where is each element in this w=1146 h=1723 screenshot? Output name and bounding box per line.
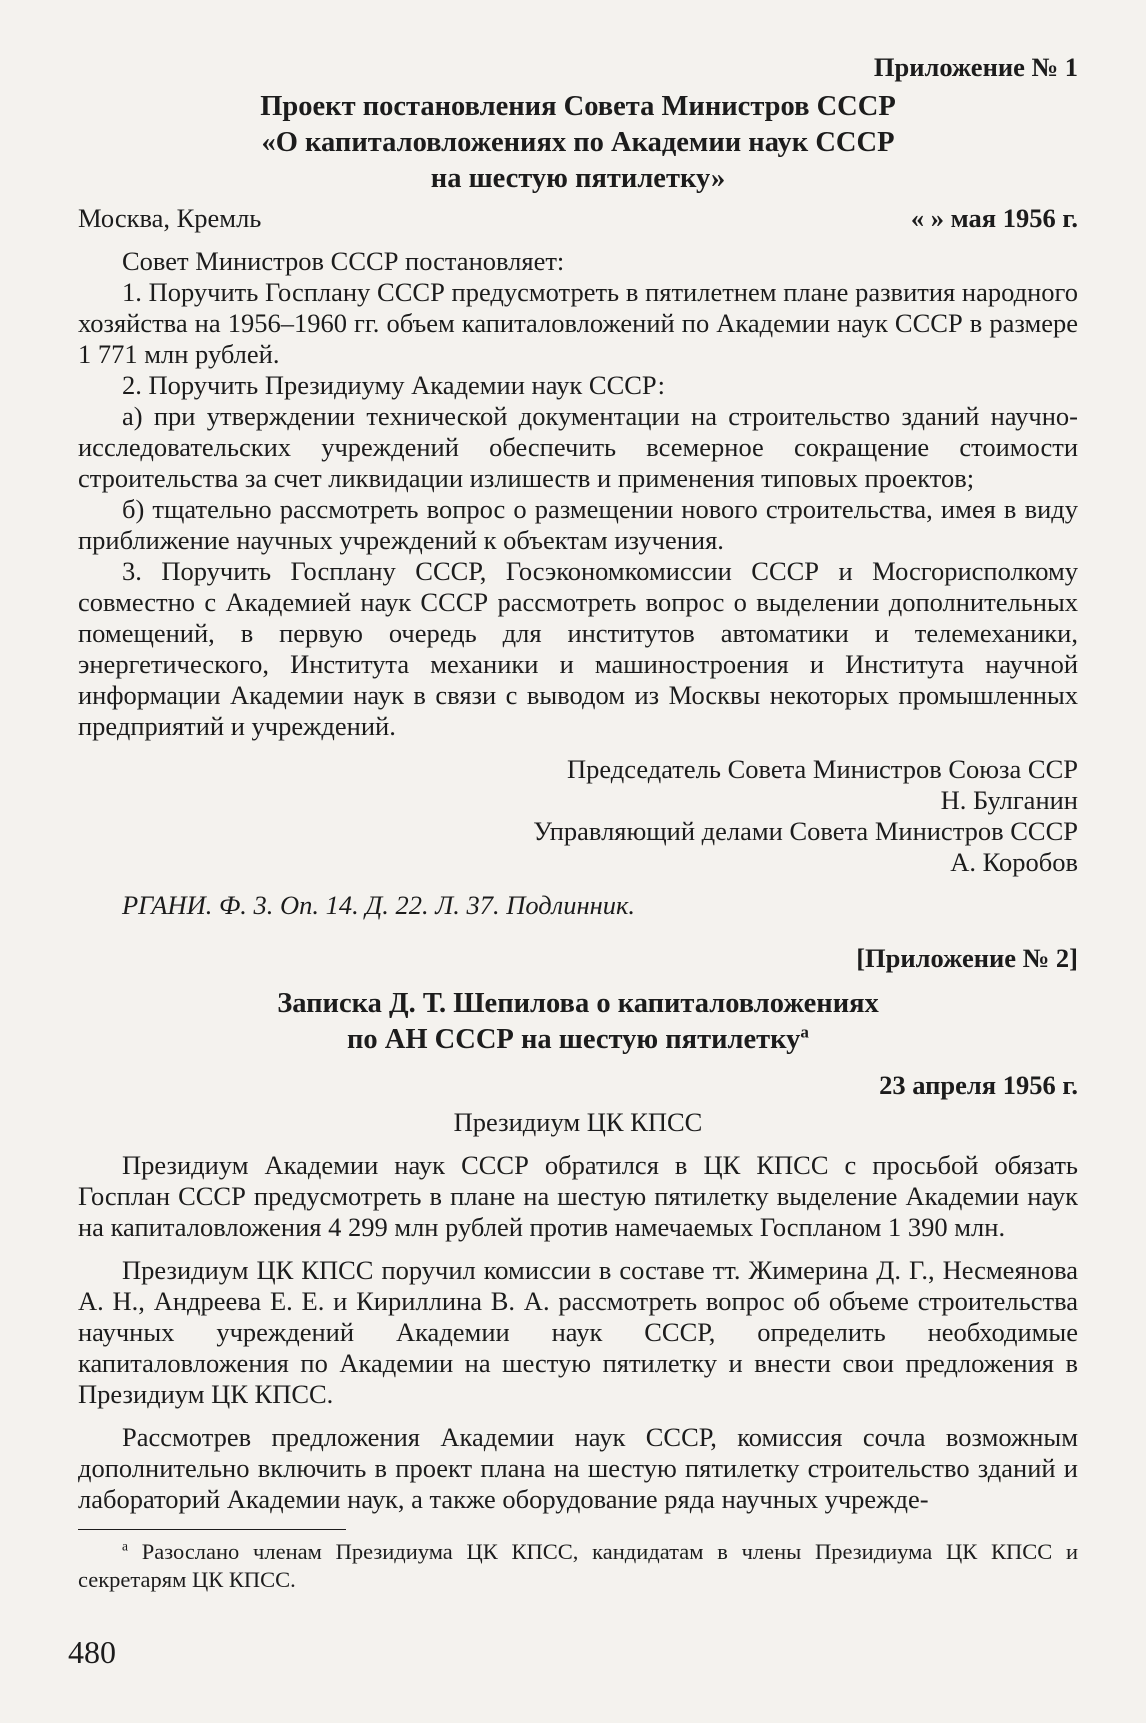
- title-footnote-mark: а: [800, 1022, 809, 1042]
- resolution-item-2: 2. Поручить Президиуму Академии наук СССР:: [122, 370, 666, 400]
- resolution-item-3: 3. Поручить Госплану СССР, Госэкономкомиссии СССР и Мосгорисполкому совместно с Академией наук СССР рассмотреть вопрос о выделении дополнительных помещений, в первую очередь для институтов автоматики и телемеханики, энергетического, Института механики и машиностроения и Института научной информации Академии наук в связи с выводом из Москвы некоторых промышленных предприятий и учреждений.: [78, 556, 1078, 741]
- place-date-row: [78, 203, 1078, 234]
- footnote: [78, 1538, 1078, 1594]
- signature-2-name: А. Коробов: [950, 847, 1078, 877]
- signature-1-name: Н. Булганин: [940, 785, 1078, 815]
- resolution-item-1: 1. Поручить Госплану СССР предусмотреть в пятилетнем плане развития народного хозяйства на 1956–1960 гг. объем капиталовложений по Академии наук СССР в размере 1 771 млн рублей.: [78, 277, 1078, 369]
- appendix-2-title-line-1: Записка Д. Т. Шепилова о капиталовложениях: [277, 988, 879, 1019]
- page-number: 480: [68, 1634, 116, 1670]
- signature-2-role: Управляющий делами Совета Министров СССР: [533, 816, 1078, 846]
- appendix-2-label: [Приложение № 2]: [856, 943, 1078, 973]
- memo-paragraph-1: Президиум Академии наук СССР обратился в ЦК КПСС с просьбой обязать Госплан СССР предусмотреть в плане на шестую пятилетку выделение Академии наук на капиталовложения 4 299 млн рублей против намечаемых Госпланом 1 390 млн.: [78, 1150, 1078, 1242]
- document-date: « » мая 1956 г.: [910, 203, 1078, 233]
- footnote-text: Разослано членам Президиума ЦК КПСС, кандидатам в члены Президиума ЦК КПСС и секретарям ЦК КПСС.: [78, 1539, 1078, 1592]
- appendix-2-title: [78, 986, 1078, 1058]
- appendix-1-title: [78, 89, 1078, 197]
- appendix-1-title-line-3: на шестую пятилетку»: [430, 163, 726, 194]
- appendix-1-label: Приложение № 1: [873, 52, 1078, 82]
- footnote-divider: [78, 1529, 346, 1530]
- appendix-1-title-line-1: Проект постановления Совета Министров СССР: [260, 91, 896, 122]
- resolution-item-2b: б) тщательно рассмотреть вопрос о размещении нового строительства, имея в виду приближение научных учреждений к объектам изучения.: [78, 494, 1078, 555]
- appendix-2-title-line-2-text: по АН СССР на шестую пятилетку: [347, 1024, 801, 1055]
- resolution-item-2a: а) при утверждении технической документации на строительство зданий научно-исследовательских учреждений обеспечить всемерное сокращение стоимости строительства за счет ликвидации излишеств и применения типовых проектов;: [78, 401, 1078, 493]
- page-content: [78, 52, 1078, 1594]
- resolution-preamble: Совет Министров СССР постановляет:: [122, 246, 565, 276]
- memo-paragraph-3: Рассмотрев предложения Академии наук СССР, комиссия сочла возможным дополнительно включить в проект плана на шестую пятилетку строительство зданий и лабораторий Академии наук, а также оборудование ряда научных учрежде-: [78, 1422, 1078, 1514]
- archive-source: РГАНИ. Ф. 3. Оп. 14. Д. 22. Л. 37. Подлинник.: [122, 890, 636, 920]
- appendix-1-title-line-2: «О капиталовложениях по Академии наук СССР: [261, 127, 895, 158]
- appendix-2-title-line-2: [78, 1022, 1078, 1058]
- signature-1-role: Председатель Совета Министров Союза ССР: [566, 754, 1078, 784]
- document-place: Москва, Кремль: [78, 203, 262, 233]
- memo-paragraph-2: Президиум ЦК КПСС поручил комиссии в составе тт. Жимерина Д. Г., Несмеянова А. Н., Андреева Е. Е. и Кириллина В. А. рассмотреть вопрос об объеме строительства научных учреждений Академии наук СССР, определить необходимые капиталовложения по Академии на шестую пятилетку и внести свои предложения в Президиум ЦК КПСС.: [78, 1255, 1078, 1409]
- footnote-mark: а: [122, 1538, 128, 1554]
- memo-date: 23 апреля 1956 г.: [879, 1070, 1078, 1100]
- signatures: [78, 754, 1078, 878]
- memo-addressee: Президиум ЦК КПСС: [453, 1107, 703, 1137]
